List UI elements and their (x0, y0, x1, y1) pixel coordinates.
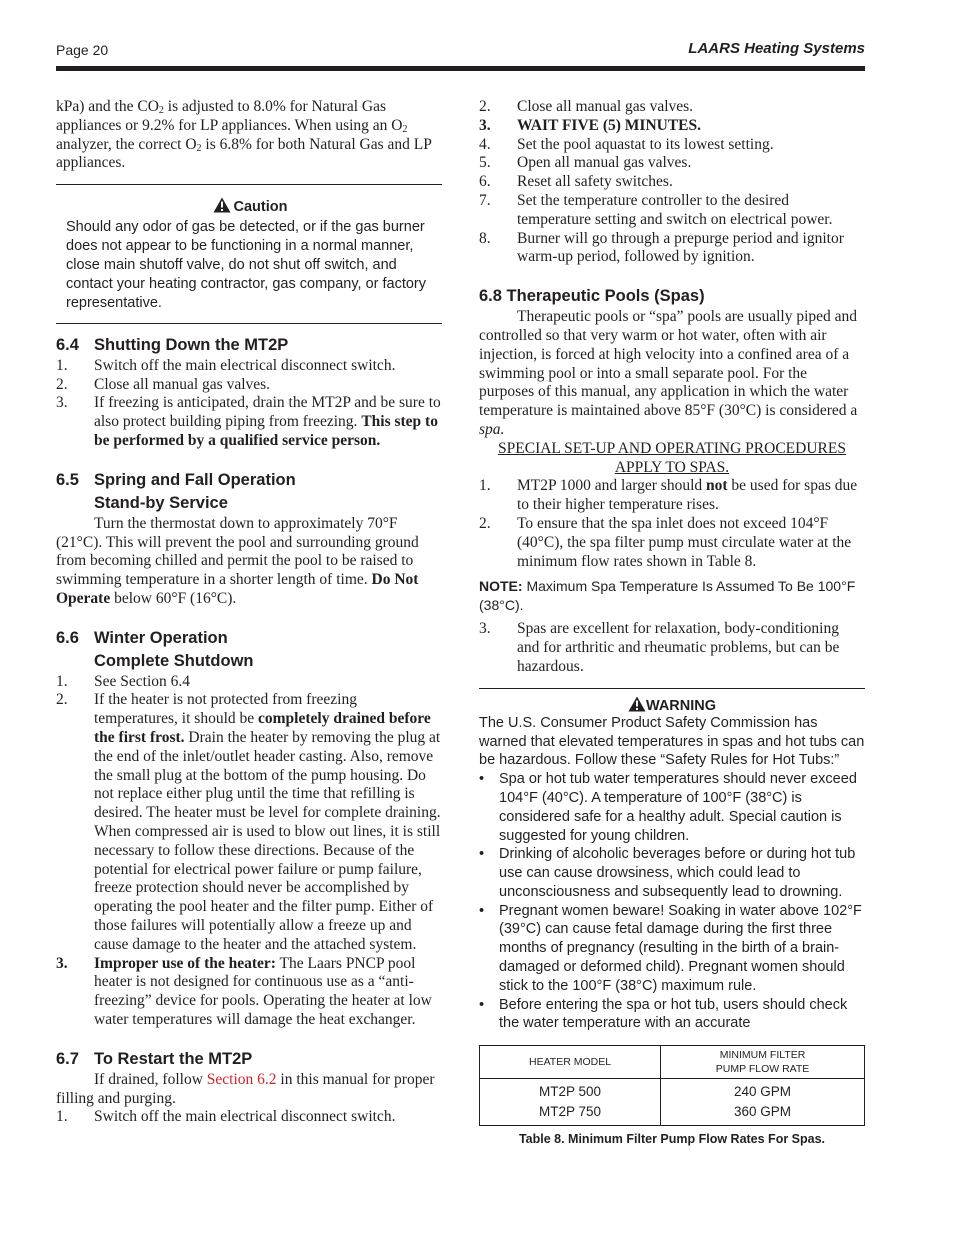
table-header-model: HEATER MODEL (480, 1046, 661, 1079)
section-6-6-heading: 6.6 Winter Operation Complete Shutdown (56, 628, 254, 670)
special-procedures-line-2: APPLY TO SPAS. (614, 458, 730, 476)
list-item: • Drinking of alcoholic beverages before or during hot tub use can cause drowsiness, which could lead to unconsciousness and subsequently lead to drowning. (479, 846, 856, 900)
list-item: 4. Set the pool aquastat to its lowest setting. (479, 135, 774, 153)
list-item: 3. If freezing is anticipated, drain the MT2P and be sure to also protect building piping from freezing. This step to be performed by a qualified service person. (56, 394, 441, 449)
spa-steps-cont (479, 620, 865, 676)
right-column (479, 98, 865, 1146)
shutdown-steps (56, 357, 442, 451)
brand-title: LAARS Heating Systems (688, 40, 865, 57)
section-6-7-text: If drained, follow Section 6.2 in this manual for proper filling and purging. (56, 1070, 435, 1107)
restart-steps-start (56, 1108, 442, 1127)
section-6-8-text: Therapeutic pools or “spa” pools are usually piped and controlled so that very warm or hot water, often with air injection, is forced at high velocity into a confined area of a swimming pool or into a small separate pool. For the purposes of this manual, any application in which the water temperature is maintained above 85°F (30°C) is considered a spa. (479, 308, 858, 438)
list-item: 2. Close all manual gas valves. (479, 98, 694, 115)
list-item: • Spa or hot tub water temperatures should never exceed 104°F (40°C). A temperature of 100°F (38°C) is considered safe for a healthy adult. Special caution is suggested for young children. (479, 771, 857, 844)
list-item: 1. See Section 6.4 (56, 672, 190, 690)
caution-title: Caution (66, 197, 434, 215)
section-6-2-link[interactable]: Section 6.2 (206, 1070, 277, 1088)
list-item: 8. Burner will go through a prepurge period and ignitor warm-up period, followed by ignition. (479, 229, 844, 266)
caution-text: Should any odor of gas be detected, or if the gas burner does not appear to be functioning in a normal manner, close main shutoff valve, do not shut off switch, and contact your heating contractor, gas company, or factory representative. (66, 219, 427, 311)
caution-bottom-rule (56, 323, 442, 324)
warning-intro: The U.S. Consumer Product Safety Commission has warned that elevated temperatures in spas and hot tubs can be hazardous. Follow these “Safety Rules for Hot Tubs:” (479, 714, 865, 769)
section-6-7-heading: 6.7 To Restart the MT2P (56, 1049, 253, 1068)
winter-steps (56, 673, 442, 1030)
list-item: • Pregnant women beware! Soaking in water above 102°F (39°C) can cause fetal damage during the first three months of pregnancy (resulting in the birth of a brain-damaged or deformed child). Pregnant women should stick to the 100°F (38°C) maximum rule. (479, 902, 862, 994)
list-item: 2. If the heater is not protected from freezing temperatures, it should be completely drained before the first frost. Drain the heater by removing the plug at the end of the inlet/outlet header casting. Also, remove the small plug at the bottom of the pump housing. Do not replace either plug until the time that refilling is desired. The heater must be level for complete draining. When compressed air is used to blow out lines, it is still necessary to follow these directions. Because of the potential for electrical power failure or pump failure, freeze protection should never be accomplished by operating the pool heater and the filter pump. Either of those failures will potentially allow a freeze up and cause damage to the heater and the attached system. (56, 691, 441, 953)
list-item: • Before entering the spa or hot tub, users should check the water temperature with an accurate (479, 996, 848, 1032)
restart-steps (479, 98, 865, 267)
table-cell-models: MT2P 500 MT2P 750 (480, 1079, 661, 1126)
list-item: 2. Close all manual gas valves. (56, 375, 271, 393)
list-item: 6. Reset all safety switches. (479, 173, 673, 191)
list-item: 1. Switch off the main electrical disconnect switch. (56, 1108, 396, 1126)
warning-icon (628, 696, 646, 712)
left-column (56, 98, 442, 1127)
flow-rate-table (479, 1045, 865, 1126)
spa-steps (479, 477, 865, 571)
list-item: 3. Improper use of the heater: The Laars PNCP pool heater is not designed for continuous use as a “anti-freezing” device for pools. Operating the heater at low water temperatures will damage the heat exchanger. (56, 954, 432, 1029)
list-item: 5. Open all manual gas valves. (479, 154, 692, 172)
table-cell-rates: 240 GPM 360 GPM (661, 1079, 865, 1126)
spa-note: NOTE: Maximum Spa Temperature Is Assumed To Be 100°F (38°C). (479, 578, 856, 613)
warning-title: WARNING (479, 696, 865, 714)
list-item: 2. To ensure that the spa inlet does not exceed 104°F (40°C), the spa filter pump must circulate water at the minimum flow rates shown in Table 8. (479, 514, 852, 570)
caution-box (56, 185, 442, 323)
header-rule (56, 66, 865, 71)
list-item: 7. Set the temperature controller to the desired temperature setting and switch on electrical power. (479, 191, 833, 228)
list-item: 3. WAIT FIVE (5) MINUTES. (479, 116, 702, 134)
section-6-8-heading: 6.8 Therapeutic Pools (Spas) (479, 287, 705, 306)
section-6-4-heading: 6.4 Shutting Down the MT2P (56, 335, 289, 354)
table-header-flow: MINIMUM FILTER PUMP FLOW RATE (661, 1046, 865, 1079)
section-6-5-text: Turn the thermostat down to approximately 70°F (21°C). This will prevent the pool and surrounding ground from becoming chilled and permit the pool to be raised to swimming temperature in a shorter length of time. Do Not Operate below 60°F (16°C). (56, 514, 419, 607)
warning-box (479, 689, 865, 1034)
section-6-5-heading: 6.5 Spring and Fall Operation Stand-by Service (56, 470, 296, 512)
intro-paragraph: kPa) and the $CO_2$ is adjusted to 8.0% for Natural Gas appliances or 9.2% for LP appliances. When using an $O_2$ analyzer, the correct $O_2$ is 6.8% for both Natural Gas and LP appliances. (56, 98, 432, 172)
page-number: Page 20 (56, 42, 109, 58)
table-caption: Table 8. Minimum Filter Pump Flow Rates For Spas. (518, 1132, 826, 1147)
safety-rules (479, 770, 865, 1033)
list-item: 1. MT2P 1000 and larger should not be used for spas due to their higher temperature rises. (479, 477, 858, 514)
special-procedures-line-1: SPECIAL SET-UP AND OPERATING PROCEDURES (498, 439, 846, 457)
list-item: 1. Switch off the main electrical disconnect switch. (56, 356, 396, 374)
list-item: 3. Spas are excellent for relaxation, body-conditioning and for arthritic and rheumatic problems, but can be hazardous. (479, 620, 840, 675)
warning-icon (213, 197, 231, 213)
